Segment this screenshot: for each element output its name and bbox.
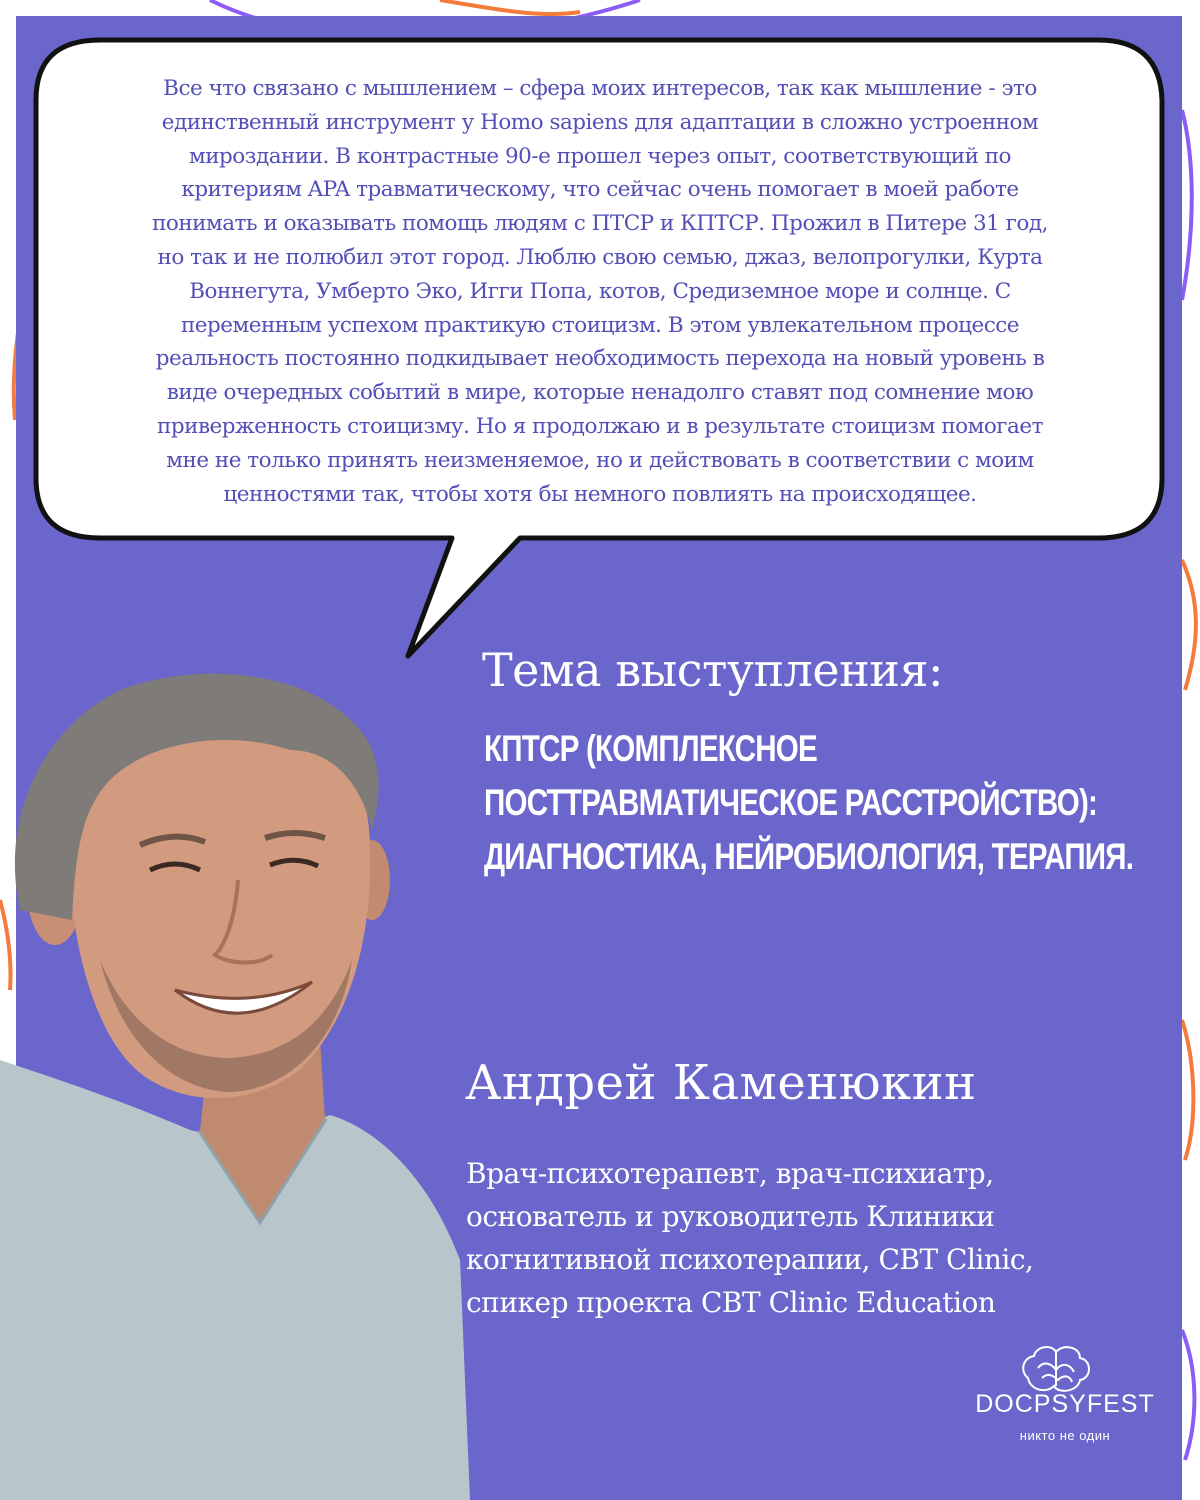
speaker-role-line: спикер проекта CBT Clinic Education <box>466 1286 996 1319</box>
bio-line: единственный инструмент у Homo sapiens для адаптации в сложно устроенном <box>161 109 1039 135</box>
speaker-role-line: когнитивной психотерапии, CBT Clinic, <box>466 1243 1034 1276</box>
bio-line: переменным успехом практикую стоицизм. В этом увлекательном процессе <box>180 312 1020 338</box>
bio-line: Воннегута, Умберто Эко, Игги Попа, котов, Средиземное море и солнце. С <box>189 278 1011 304</box>
logo-tagline: никто не один <box>1019 1428 1111 1443</box>
speaker-role <box>466 1152 1033 1324</box>
bio-text <box>46 72 1154 511</box>
bio-line: но так и не полюбил этот город. Люблю свою семью, джаз, велопрогулки, Курта <box>157 244 1043 270</box>
bio-line: мироздании. В контрастные 90-е прошел через опыт, соответствующий по <box>188 143 1012 169</box>
bio-line: Все что связано с мышлением – сфера моих интересов, так как мышление - это <box>163 76 1037 101</box>
topic-title <box>484 722 1133 884</box>
bio-line: ценностями так, чтобы хотя бы немного повлиять на происходящее. <box>223 481 977 507</box>
speaker-photo <box>0 660 470 1500</box>
logo-wordmark: DOCPSYFEST <box>975 1390 1155 1418</box>
topic-title-line: КПТСР (КОМПЛЕКСНОЕ <box>484 728 817 769</box>
speaker-role-line: основатель и руководитель Клиники <box>466 1200 995 1233</box>
topic-heading: Тема выступления: <box>482 643 943 697</box>
bio-line: понимать и оказывать помощь людям с ПТСР и КПТСР. Прожил в Питере 31 год, <box>152 211 1048 237</box>
bio-line: виде очередных событий в мире, которые ненадолго ставят под сомнение мою <box>166 380 1034 406</box>
bio-line: мне не только принять неизменяемое, но и действовать в соответствии с моим <box>166 447 1034 473</box>
topic-title-line: ПОСТТРАВМАТИЧЕСКОЕ РАССТРОЙСТВО): <box>484 782 1098 823</box>
topic-title-line: ДИАГНОСТИКА, НЕЙРОБИОЛОГИЯ, ТЕРАПИЯ. <box>484 836 1134 877</box>
bio-line: реальность постоянно подкидывает необходимость перехода на новый уровень в <box>155 346 1045 372</box>
speaker-name: Андрей Каменюкин <box>465 1055 977 1111</box>
speaker-role-line: Врач-психотерапевт, врач-психиатр, <box>466 1157 994 1190</box>
bio-line: приверженность стоицизму. Но я продолжаю и в результате стоицизм помогает <box>157 413 1043 439</box>
bio-line: критериям APA травматическому, что сейчас очень помогает в моей работе <box>181 177 1019 203</box>
